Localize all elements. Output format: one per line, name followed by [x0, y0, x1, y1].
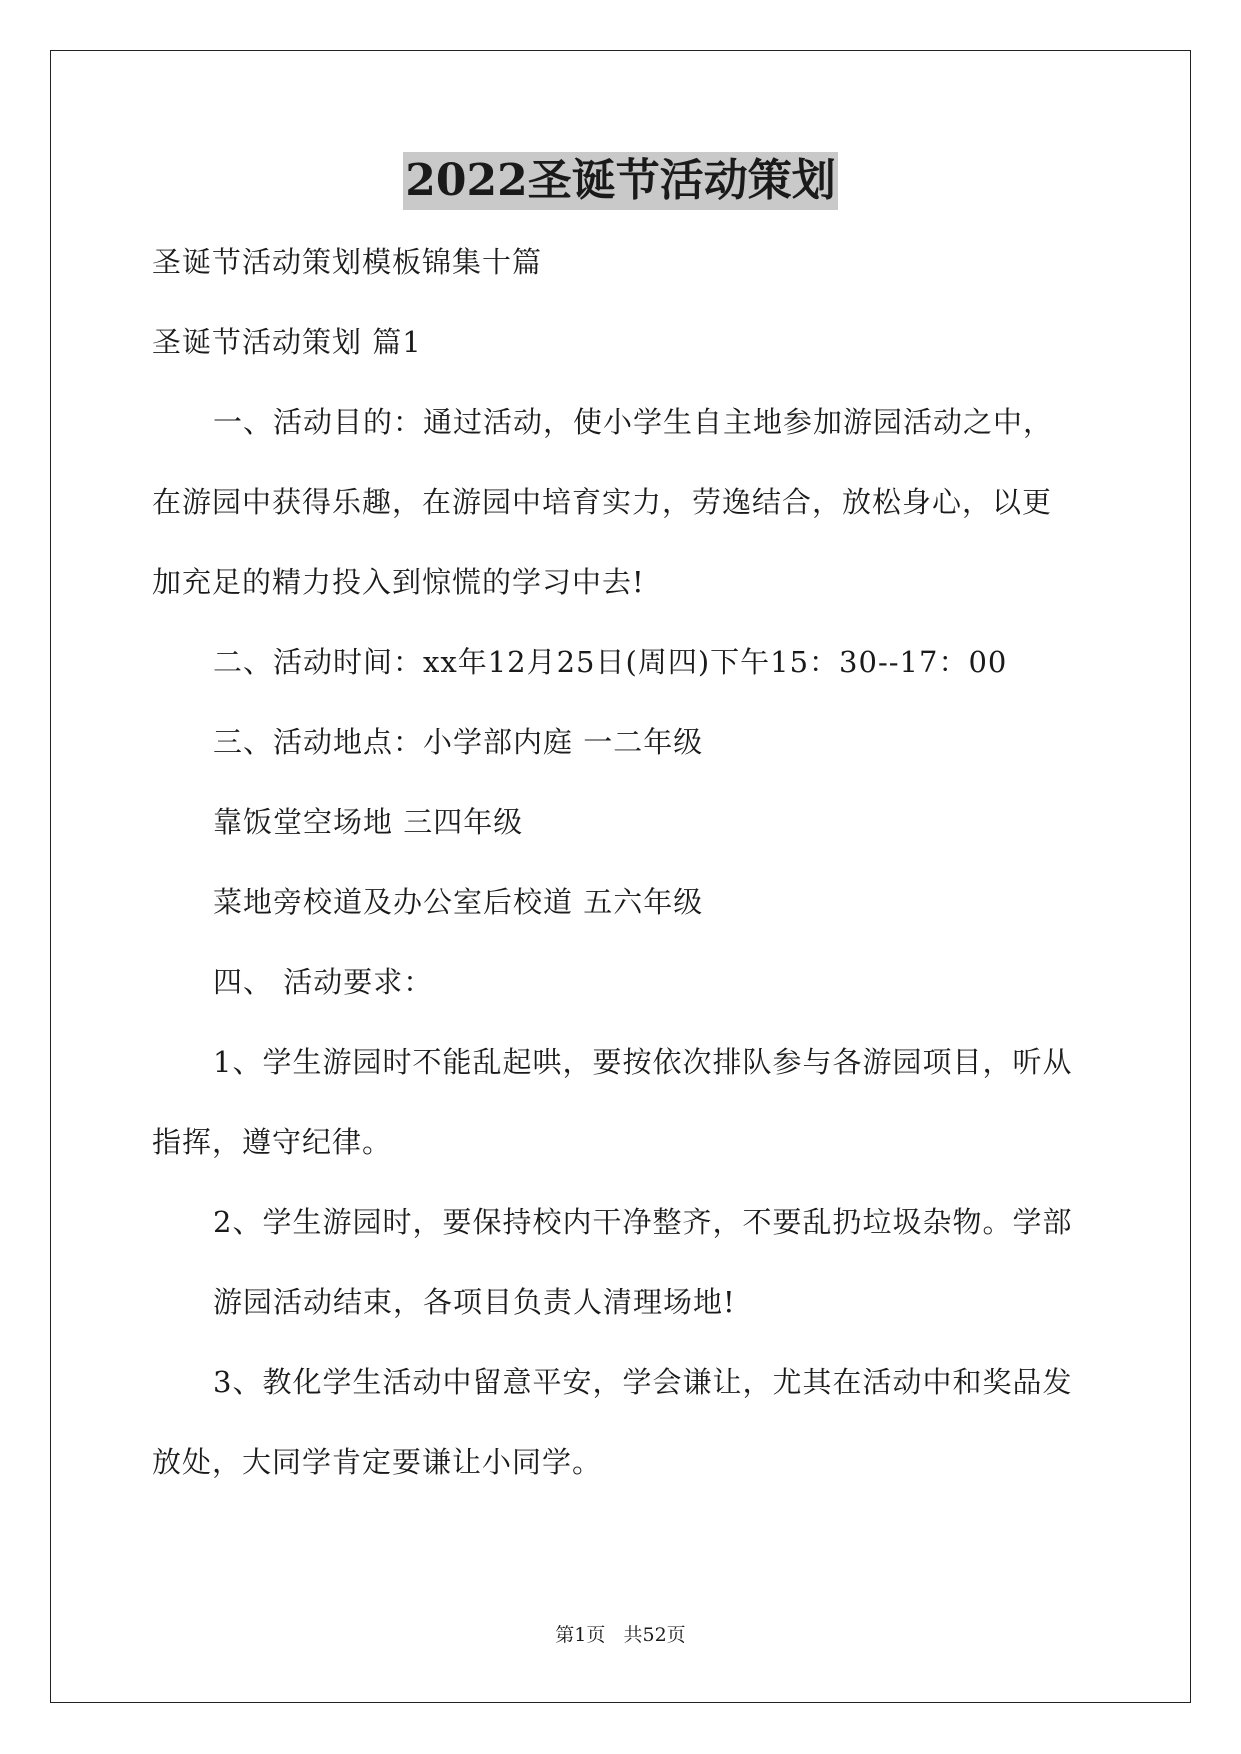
paragraph-line: 3、教化学生活动中留意平安，学会谦让，尤其在活动中和奖品发 — [213, 1365, 1073, 1399]
paragraph-line: 三、活动地点：小学部内庭 一二年级 — [213, 725, 704, 759]
paragraph-line: 放处，大同学肯定要谦让小同学。 — [152, 1445, 603, 1479]
paragraph-line: 指挥，遵守纪律。 — [152, 1125, 393, 1159]
paragraph-line: 靠饭堂空场地 三四年级 — [213, 805, 524, 839]
subtitle-line: 圣诞节活动策划模板锦集十篇 — [152, 245, 543, 279]
paragraph-line: 四、 活动要求： — [213, 965, 434, 999]
paragraph-line: 游园活动结束，各项目负责人清理场地! — [213, 1285, 736, 1319]
paragraph-line: 菜地旁校道及办公室后校道 五六年级 — [213, 885, 704, 919]
document-title: 2022圣诞节活动策划 — [403, 152, 837, 210]
title-wrapper — [0, 152, 1241, 210]
paragraph-line: 二、活动时间：xx年12月25日(周四)下午15：30--17：00 — [213, 645, 1008, 679]
paragraph-line: 在游园中获得乐趣，在游园中培育实力，劳逸结合，放松身心，以更 — [152, 485, 1053, 519]
page-footer: 第1页 共52页 — [555, 1624, 686, 1646]
section-heading: 圣诞节活动策划 篇1 — [152, 325, 422, 359]
paragraph-line: 一、活动目的：通过活动，使小学生自主地参加游园活动之中， — [213, 405, 1054, 439]
paragraph-line: 2、学生游园时，要保持校内干净整齐，不要乱扔垃圾杂物。学部 — [213, 1205, 1073, 1239]
paragraph-line: 1、学生游园时不能乱起哄，要按依次排队参与各游园项目，听从 — [213, 1045, 1073, 1079]
paragraph-line: 加充足的精力投入到惊慌的学习中去! — [152, 565, 645, 599]
